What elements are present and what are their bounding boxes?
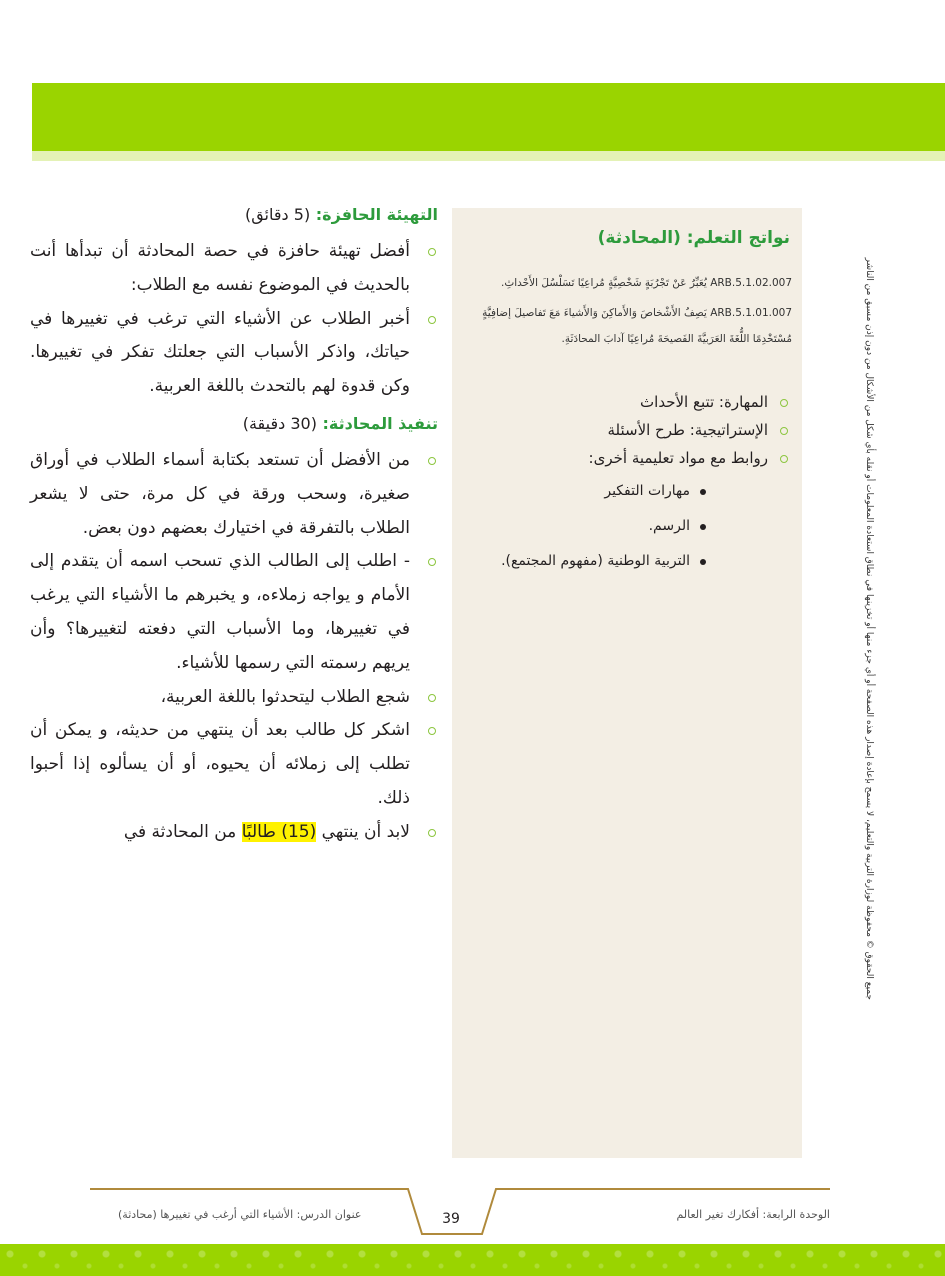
execution-list	[30, 444, 440, 850]
execution-text: - اطلب إلى الطالب الذي تسحب اسمه أن يتقدم إلى الأمام و يواجه زملاءه، و يخبرهم ما الأشياء التي يرغب في تغييرها، وما الأسباب التي دفعته لتغييرها؟ وأن يريهم رسمته التي رسمها للأشياء.	[30, 551, 410, 673]
execution-duration: (30 دقيقة)	[242, 413, 317, 433]
outcome-item	[464, 270, 792, 296]
outcomes-list	[464, 270, 792, 356]
execution-last-after: من المحادثة في	[123, 821, 237, 842]
dot-bullet-icon	[700, 559, 706, 565]
dot-bullet-icon	[700, 524, 706, 530]
strategy-text: الإستراتيجية: طرح الأسئلة	[607, 421, 768, 439]
outcome-code: ARB.5.1.01.007	[710, 307, 792, 319]
ring-bullet-icon	[428, 316, 436, 324]
skill-item	[464, 388, 790, 416]
page-number: 39	[442, 1211, 460, 1227]
warmup-title: التهيئة الحافزة:	[315, 205, 438, 224]
execution-item	[30, 714, 440, 815]
panel-title: نواتج التعلم: (المحادثة)	[597, 228, 790, 248]
outcome-text: يَصِفُ الأَشْخاصَ وَالأَماكِنَ وَالأَشياءَ مَعَ تَفاصيلَ إضافِيَّةٍ مُسْتَخْدِمًا اللُّغَةَ العَرَبيَّةَ الفَصيحَةَ مُراعِيًا آدابَ المحادَثَةِ.	[482, 307, 792, 345]
execution-last-before: لابد أن ينتهي	[321, 821, 410, 842]
outcome-item	[464, 300, 792, 352]
dot-bullet-icon	[700, 489, 706, 495]
execution-title: تنفيذ المحادثة:	[322, 413, 438, 433]
link-subject	[464, 474, 708, 509]
highlighted-count: (15) طالبًا	[241, 821, 317, 842]
execution-item	[30, 816, 440, 850]
execution-item	[30, 681, 440, 715]
header-band-stripe	[32, 151, 945, 161]
warmup-item	[30, 235, 440, 303]
outcome-code: ARB.5.1.02.007	[710, 277, 792, 289]
ring-bullet-icon	[428, 248, 436, 256]
warmup-duration: (5 دقائق)	[244, 205, 311, 224]
ring-bullet-icon	[780, 399, 788, 407]
execution-heading	[30, 404, 440, 444]
execution-text: من الأفضل أن تستعد بكتابة أسماء الطلاب في أوراق صغيرة، وسحب ورقة في كل مرة، حتى لا يشعر الطلاب بالتفرقة في اختيارك بعضهم دون بعض.	[30, 449, 410, 538]
strategy-item	[464, 416, 790, 444]
link-subject-text: مهارات التفكير	[604, 483, 690, 499]
footer-unit: الوحدة الرابعة: أفكارك تغير العالم	[676, 1208, 830, 1221]
panel-info-list	[464, 388, 790, 579]
outcome-text: يُعَبِّرُ عَنْ تَجْرُبَةٍ شَخْصِيَّةٍ مُراعِيًا تَسَلْسُلَ الأَحْداثِ.	[501, 277, 707, 289]
lesson-main-column	[30, 195, 440, 850]
links-label: روابط مع مواد تعليمية أخرى:	[588, 449, 768, 467]
links-sublist	[464, 474, 768, 579]
footer-lesson: عنوان الدرس: الأشياء التي أرغب في تغييرها (محادثة)	[118, 1208, 362, 1221]
ring-bullet-icon	[428, 829, 436, 837]
warmup-text: أخبر الطلاب عن الأشياء التي ترغب في تغييرها في حياتك، واذكر الأسباب التي جعلتك تفكر في تغييرها. وكن قدوة لهم بالتحدث باللغة العربية.	[30, 308, 410, 397]
execution-text: شجع الطلاب ليتحدثوا باللغة العربية،	[160, 686, 410, 707]
link-subject	[464, 509, 708, 544]
header-band	[32, 83, 945, 161]
ring-bullet-icon	[428, 727, 436, 735]
links-item	[464, 444, 790, 579]
warmup-item	[30, 303, 440, 404]
ring-bullet-icon	[428, 558, 436, 566]
ring-bullet-icon	[428, 457, 436, 465]
ring-bullet-icon	[428, 694, 436, 702]
warmup-text: أفضل تهيئة حافزة في حصة المحادثة أن تبدأها أنت بالحديث في الموضوع نفسه مع الطلاب:	[30, 241, 410, 295]
ring-bullet-icon	[780, 455, 788, 463]
copyright-side-note: جميع الحقوق © محفوظة لوزارة التربية والتعليم، لا يسمح بإعادة إصدار هذه الصفحة أو أي جزء منها أو تخزينها في نطاق استعادة المعلومات أو نقله بأي شكل من الأشكال من دون إذن مسبق من الناشر	[864, 257, 874, 1000]
skill-text: المهارة: تتبع الأحداث	[640, 393, 768, 411]
footer-band	[0, 1244, 945, 1276]
ring-bullet-icon	[780, 427, 788, 435]
execution-item	[30, 444, 440, 545]
execution-text: اشكر كل طالب بعد أن ينتهي من حديثه، و يمكن أن تطلب إلى زملائه أن يحيوه، أو أن يسألوه إذا أحبوا ذلك.	[30, 720, 410, 808]
link-subject	[464, 544, 708, 579]
warmup-list	[30, 235, 440, 404]
link-subject-text: التربية الوطنية (مفهوم المجتمع).	[501, 553, 690, 569]
link-subject-text: الرسم.	[648, 518, 690, 534]
learning-outcomes-panel	[452, 208, 802, 1158]
execution-item	[30, 545, 440, 680]
warmup-heading	[30, 195, 440, 235]
